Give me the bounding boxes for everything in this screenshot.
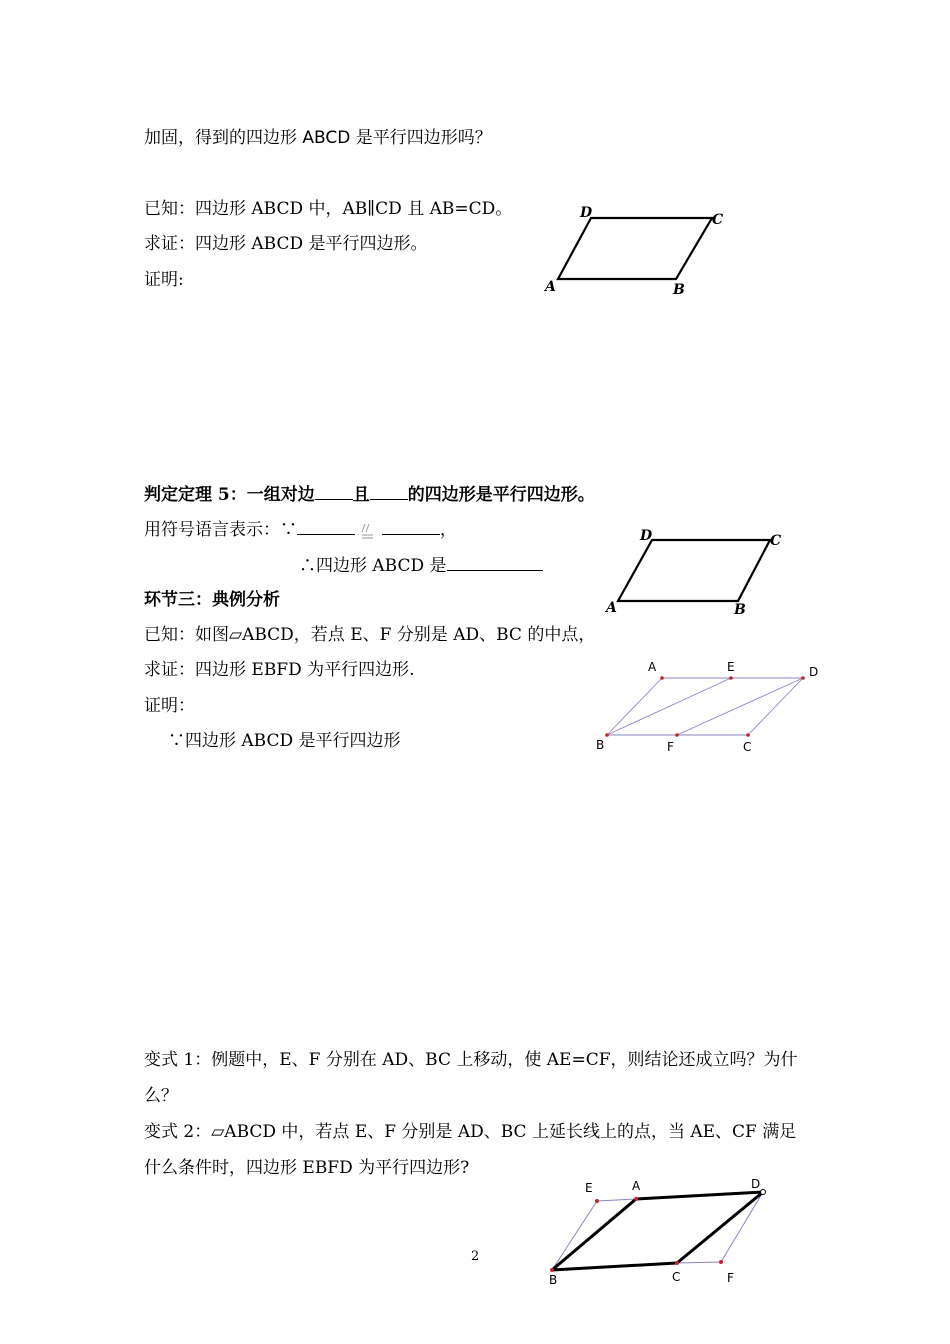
proof-label-2: 证明：: [144, 696, 195, 716]
thick-lines: [552, 1192, 763, 1270]
variant-1-line-2: 么？: [144, 1086, 178, 1106]
label-A: A: [632, 1179, 641, 1193]
label-E: E: [727, 660, 735, 674]
label-A: A: [545, 279, 556, 295]
label-C: C: [712, 212, 724, 228]
parallelogram-figure-2: [600, 526, 790, 621]
variant-2-line-2: 什么条件时，四边形 EBFD 为平行四边形?: [144, 1158, 470, 1178]
label-E: E: [585, 1181, 593, 1195]
theorem-part-b: 且: [352, 485, 370, 505]
label-B: B: [549, 1273, 558, 1287]
given-text: 已知：四边形 ABCD 中，AB∥CD 且 AB=CD。: [144, 199, 513, 219]
blank[interactable]: [370, 481, 408, 500]
figure-points: [605, 676, 805, 737]
blank[interactable]: [447, 552, 543, 571]
label-D: D: [751, 1177, 761, 1191]
figure-points: [550, 1197, 723, 1272]
label-C: C: [770, 533, 782, 549]
label-A: A: [606, 600, 617, 616]
therefore-text: ∴四边形 ABCD 是: [299, 556, 447, 576]
parallelogram-shape: [618, 540, 770, 601]
theorem-line: [144, 481, 595, 507]
parallel-equal-sign: [360, 522, 376, 540]
figure-lines: [607, 678, 803, 735]
parallelogram-figure-1: [540, 203, 730, 298]
parallel-equal-icon: [360, 522, 376, 540]
label-D: D: [809, 665, 819, 679]
therefore-line: [299, 552, 543, 578]
parallelogram-figure-4: [540, 1175, 780, 1290]
blank[interactable]: [315, 481, 353, 500]
variant-2-line-1: 变式 2：▱ABCD 中，若点 E、F 分别是 AD、BC 上延长线上的点，当 AE、CF 满足: [144, 1122, 797, 1142]
blank[interactable]: [382, 516, 440, 535]
label-B: B: [673, 282, 685, 298]
variant-1-line-1: 变式 1：例题中，E、F 分别在 AD、BC 上移动，使 AE=CF，则结论还成立吗？为什: [144, 1050, 798, 1070]
symbolic-line: [144, 516, 457, 542]
label-D: D: [640, 528, 653, 544]
theorem-part-c: 的四边形是平行四边形。: [407, 485, 595, 505]
thin-lines: [552, 1192, 763, 1270]
symbolic-label: 用符号语言表示：∵: [144, 520, 297, 540]
because-line: ∵四边形 ABCD 是平行四边形: [168, 731, 401, 751]
parallelogram-figure-3: [590, 655, 830, 755]
theorem-part-a: 判定定理 5：一组对边: [144, 485, 315, 505]
label-C: C: [672, 1270, 681, 1284]
question-line: 加固，得到的四边形 ABCD 是平行四边形吗？: [144, 128, 492, 148]
label-B: B: [596, 738, 605, 752]
label-F: F: [667, 740, 674, 754]
parallelogram-shape: [558, 218, 712, 279]
label-A: A: [648, 660, 657, 674]
label-B: B: [734, 602, 746, 618]
proof-label: 证明:: [144, 270, 184, 290]
label-F: F: [727, 1271, 734, 1285]
blank[interactable]: [297, 516, 355, 535]
given-text-2: 已知：如图▱ABCD，若点 E、F 分别是 AD、BC 的中点，: [144, 625, 596, 645]
comma: ，: [439, 520, 457, 540]
prove-text-2: 求证：四边形 EBFD 为平行四边形.: [144, 660, 415, 680]
label-D: D: [580, 205, 593, 221]
page-number: 2: [471, 1249, 480, 1264]
label-C: C: [743, 740, 752, 754]
section-heading: 环节三：典例分析: [144, 590, 280, 610]
prove-text: 求证：四边形 ABCD 是平行四边形。: [144, 234, 428, 254]
